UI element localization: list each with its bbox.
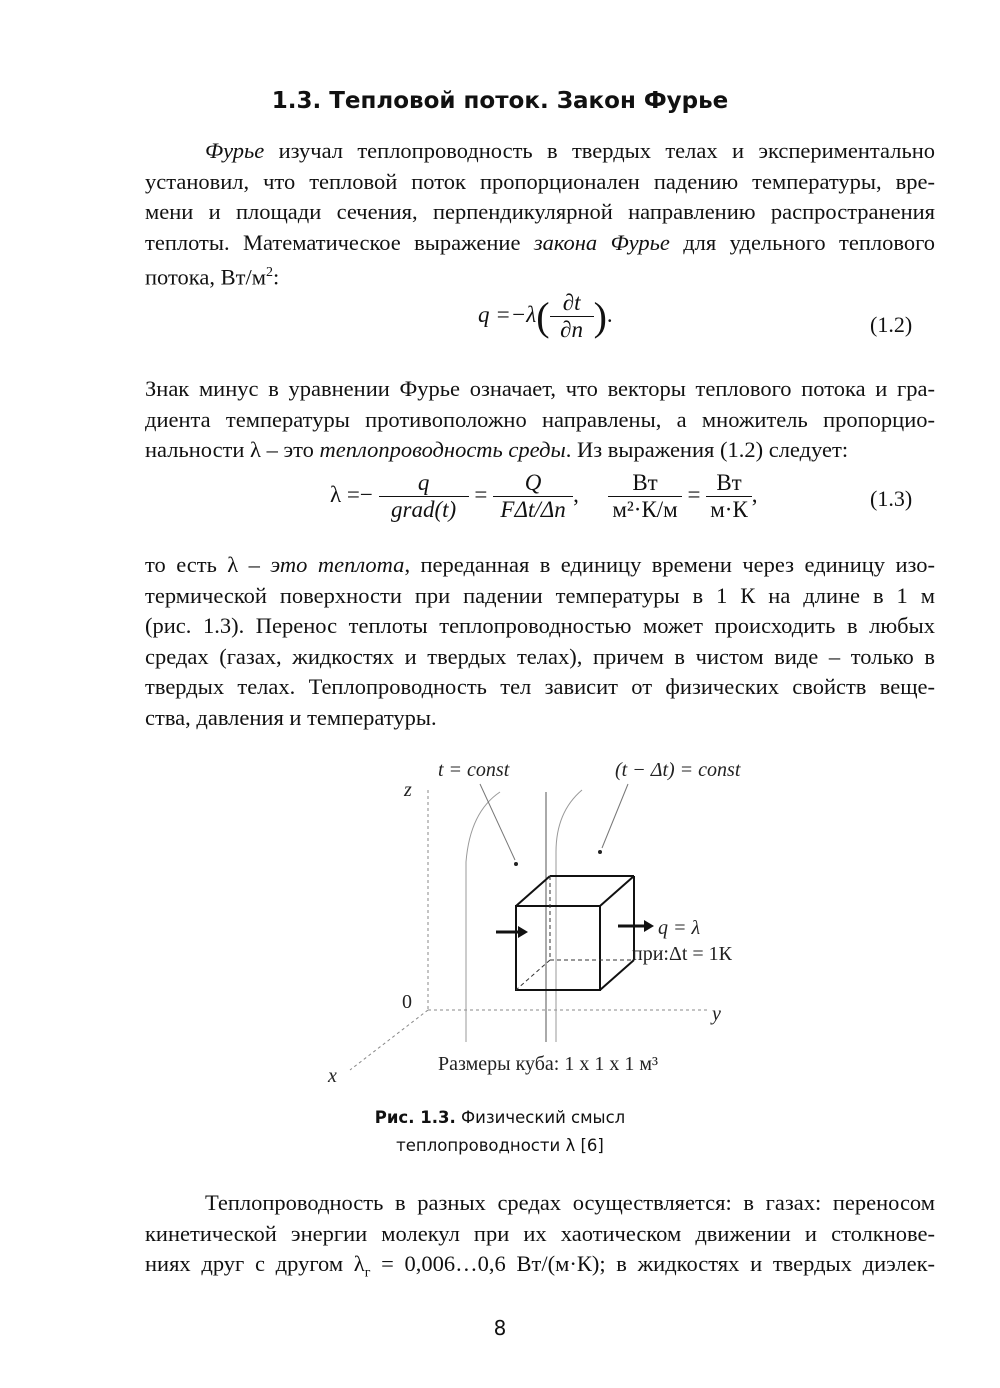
- cube: [516, 876, 634, 990]
- equation-fourier-law: q =−λ( $\frac{\partial t}{\partial n}$ ).: [478, 290, 613, 342]
- paragraph-definition: то есть λ – это теплота, переданная в единицу времени через единицу изо- термической поверхности при падении температуры в 1 К на длине в 1 м (рис. 1.3). Перенос теплоты теплопроводностью может происходить в любых средах (газах, жидкостях и твердых телах), причем в чистом виде – только в твердых телах. Теплопроводность тел зависит от физических свойств веще- ства, давления и температуры.: [145, 552, 935, 730]
- axis-y-label: y: [712, 1003, 721, 1025]
- figure-conductivity-cube: [320, 752, 780, 1092]
- origin-label: 0: [402, 991, 412, 1013]
- label-t-dt-const: (t − Δt) = const: [615, 759, 741, 781]
- equation-number-1-3: (1.3): [870, 486, 913, 511]
- page-number: 8: [493, 1316, 507, 1340]
- axis-z-label: z: [404, 779, 412, 801]
- figure-caption: Рис. 1.3. Физический смысл теплопроводности λ [6]: [374, 1108, 626, 1155]
- isotherm-t-curve: [466, 792, 500, 1042]
- italic-fourier: Фурье: [205, 138, 265, 163]
- x-axis: [350, 1010, 428, 1070]
- condition-label: при:Δt = 1К: [632, 943, 732, 965]
- q-equals-lambda-label: q = λ: [658, 917, 701, 939]
- paragraph-minus-sign: Знак минус в уравнении Фурье означает, что векторы теплового потока и гра- диента температуры противоположно направлены, а множитель пропорцио- нальности λ – это теплопроводность среды. Из выражения (1.2) следует:: [145, 376, 935, 462]
- isotherm-t-dt-curve: [556, 790, 582, 1042]
- cube-size-label: Размеры куба: 1 х 1 х 1 м³: [438, 1053, 659, 1075]
- paragraph-fourier-intro: Фурье изучал теплопроводность в твердых телах и экспериментально установил, что тепловой поток пропорционален падению температуры, вре- мени и площади сечения, перпендикулярной направлению распространения теплоты. Математическое выражение закона Фурье для удельного теплового потока, $Вт/м^2$:: [145, 138, 935, 290]
- equation-number-1-2: (1.2): [870, 312, 913, 337]
- paragraph-media: Теплопроводность в разных средах осуществляется: в газах: переносом кинетической энергии молекул при их хаотическом движении и столкнове- ниях друг с другом $\lambda_г$ = 0,006…0,6 Вт/(м·К); в жидкостях и твердых диэлек-: [145, 1190, 935, 1281]
- axis-x-label: x: [328, 1065, 337, 1087]
- equation-conductivity: λ =− $\frac{q}{\text{grad(t)}}$ = $\frac{Q}{\text{FΔt/Δn}}$ , $\frac{Вт}{\text{м²·К/м}}$ = $\frac{Вт}{м\cdot К}$ ,: [330, 470, 758, 522]
- section-heading: 1.3. Тепловой поток. Закон Фурье: [271, 88, 729, 114]
- label-t-const: t = const: [438, 759, 510, 781]
